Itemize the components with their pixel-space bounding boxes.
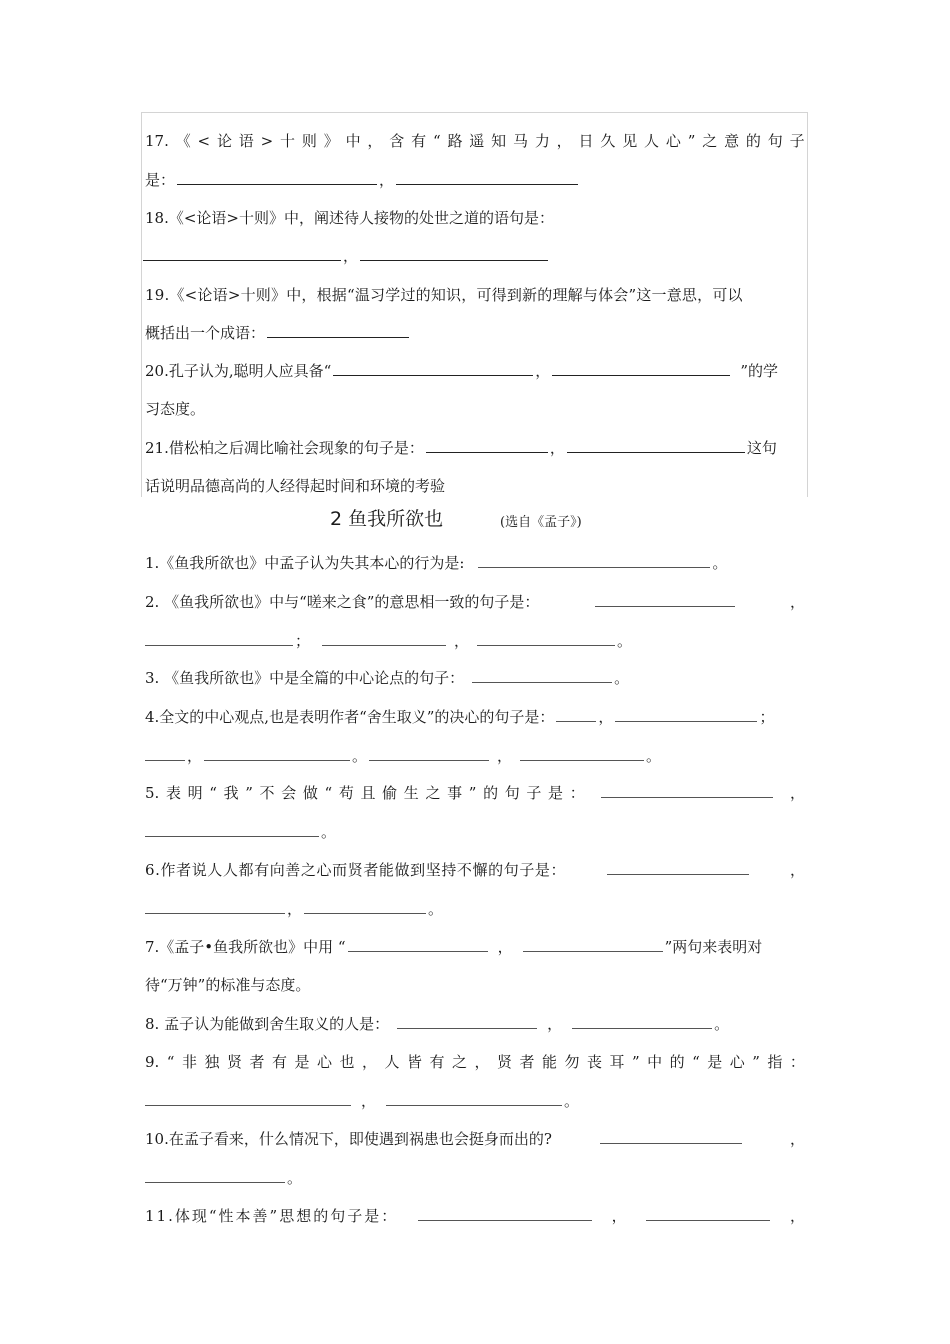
s2-q1 [145,553,727,573]
s2-q5-char: 之 [425,784,441,802]
s2-q5-char: 表 [165,784,181,802]
s2-q2-line2 [145,631,632,651]
s2-q2-text: 2. 《鱼我所欲也》中与“嗟来之食”的意思相一致的句子是： [145,593,540,611]
s2-q10-line2 [145,1168,302,1188]
s2-q4-blank-4[interactable] [204,746,350,761]
q18-sep: ， [343,247,359,265]
s2-q9-char: 有 [271,1053,287,1071]
s2-q9-char: 心 [316,1053,332,1071]
s2-q11-text: 11.体现“性本善”思想的句子是： [145,1207,399,1225]
q17-char: 句 [767,132,783,150]
q20-line2: 习态度。 [145,400,206,418]
section-title: 2 鱼我所欲也 [330,508,444,530]
s2-q5-char: 且 [360,784,376,802]
s2-q9-char: 指 [767,1053,783,1071]
s2-q10-text: 10.在孟子看来，什么情况下，即使遇到祸患也会挺身而出的? [145,1130,552,1148]
s2-q9-char: 中 [647,1053,663,1071]
q17-char: ” [687,132,696,150]
s2-q6-comma: ， [789,861,805,879]
s2-q5-blank-1[interactable] [601,783,773,798]
s2-q5-char: 生 [403,784,419,802]
q21-prefix: 21.借松柏之后凋比喻社会现象的句子是： [145,439,424,457]
q17-char: 遥 [469,132,485,150]
q17-char: 的 [745,132,761,150]
s2-q4-sep3: ， [497,747,513,765]
s2-q4-sep2: ， [187,747,203,765]
s2-q6-line2 [145,899,443,919]
s2-q9-sep: ， [361,1092,377,1110]
s2-q5-char: 会 [281,784,297,802]
s2-q4-blank-6[interactable] [520,746,644,761]
s2-q5-char: 我 [223,784,239,802]
q17-char: 之 [702,132,718,150]
s2-q4-blank-3[interactable] [145,746,185,761]
s2-q5-char: 明 [187,784,203,802]
q17-char: 语 [238,132,254,150]
s2-q3-blank[interactable] [472,668,612,683]
s2-q3 [145,668,629,688]
q17-prefix: 是： [145,171,176,189]
s2-q9-blank-1[interactable] [145,1091,351,1106]
s2-q9-char: 能 [541,1053,557,1071]
q17-char: > [260,132,274,150]
s2-q4-semi: ； [759,708,775,726]
s2-q9-char: ， [361,1053,377,1071]
s2-q5-line2 [145,822,336,842]
s2-q6-sep: ， [287,900,303,918]
q17-char: 久 [600,132,616,150]
s2-q10-comma: ， [789,1130,805,1148]
q17-char: 意 [724,132,740,150]
q17-line1 [145,131,805,151]
q17-char: 见 [622,132,638,150]
s2-q9-char: 9. [145,1053,160,1071]
s2-q5-line1 [145,783,805,803]
s2-q2-sep: ， [454,632,470,650]
s2-q9-char: 也 [339,1053,355,1071]
s2-q8-text: 8. 孟子认为能做到舍生取义的人是： [145,1015,390,1033]
q17-sep: ， [379,171,395,189]
q17-char: 》 [323,132,339,150]
q17-char: 有 [411,132,427,150]
s2-q4-line1 [145,707,774,727]
s2-q6-blank-1[interactable] [607,860,749,875]
s2-q4-blank-5[interactable] [369,746,489,761]
s2-q2-blank-2[interactable] [145,631,293,646]
s2-q9-char: “ [166,1053,175,1071]
s2-q6-end: 。 [428,900,444,918]
q21-blank-2[interactable] [567,438,745,453]
q21-line2: 话说明品德高尚的人经得起时间和环境的考验 [145,477,446,495]
s2-q5-char: 句 [504,784,520,802]
s2-q10-line1 [145,1129,805,1149]
q17-char: 人 [644,132,660,150]
q17-char: 知 [491,132,507,150]
s2-q9-end: 。 [564,1092,580,1110]
q20-blank-1[interactable] [333,361,533,376]
s2-q10-end: 。 [287,1169,303,1187]
s2-q5-char: 事 [447,784,463,802]
s2-q6-blank-3[interactable] [304,899,426,914]
s2-q5-comma: ， [789,784,805,802]
s2-q3-text: 3. 《鱼我所欲也》中是全篇的中心论点的句子： [145,669,465,687]
s2-q9-char: 者 [249,1053,265,1071]
s2-q6-line1 [145,860,805,880]
s2-q9-char: ： [789,1053,805,1071]
s2-q10-blank-1[interactable] [600,1129,742,1144]
s2-q5-text [145,783,585,803]
q17-char: ， [556,132,572,150]
q18-blank-1[interactable] [143,246,341,261]
s2-q4-blank-1[interactable] [556,707,596,722]
s2-q9-char: 独 [204,1053,220,1071]
s2-q11-blank-1[interactable] [418,1206,592,1221]
s2-q5-char: “ [324,784,333,802]
s2-q7-line2: 待“万钟”的标准与态度。 [145,976,311,994]
q20-suffix: ”的学 [740,362,778,380]
q17-char: 路 [447,132,463,150]
s2-q5-char: 做 [302,784,318,802]
s2-q7-suffix: ”两句来表明对 [664,938,763,956]
s2-q5-char: 偷 [382,784,398,802]
s2-q7-sep: ， [497,938,513,956]
q17-blank-2[interactable] [396,170,578,185]
s2-q8-blank-1[interactable] [397,1014,537,1029]
q17-char: 论 [216,132,232,150]
q19-line1: 19.《<论语>十则》中，根据“温习学过的知识，可得到新的理解与体会”这一意思，可以 [145,286,743,304]
s2-q2-blank-1[interactable] [595,592,735,607]
s2-q9-char: 丧 [586,1053,602,1071]
s2-q9-char: “ [692,1053,700,1071]
s2-q4-line2 [145,746,661,766]
section-subtitle: (选自《孟子》) [500,515,582,530]
q17-char: 含 [389,132,405,150]
s2-q9-char: 勿 [564,1053,580,1071]
s2-q1-end: 。 [712,554,728,572]
s2-q5-char: 不 [259,784,275,802]
s2-q5-blank-2[interactable] [145,822,319,837]
s2-q4-period: 。 [352,747,368,765]
s2-q4-sep: ， [598,708,614,726]
s2-q4-text: 4.全文的中心观点,也是表明作者“舍生取义”的决心的句子是： [145,708,555,726]
q17-char: 马 [512,132,528,150]
s2-q7-line1 [145,937,762,957]
q20-line1 [145,361,778,381]
s2-q9-char: 人 [384,1053,400,1071]
s2-q4-blank-2[interactable] [615,707,757,722]
q17-char: 《 [175,132,191,150]
s2-q9-char: 是 [707,1053,723,1071]
q20-blank-2[interactable] [552,361,730,376]
q17-char: 十 [280,132,296,150]
s2-q11-sep: ， [611,1207,627,1225]
s2-q1-blank[interactable] [478,553,710,568]
q17-char: ， [367,132,383,150]
s2-q9-char: ” [631,1053,640,1071]
s2-q9-char: 贤 [496,1053,512,1071]
s2-q6-blank-2[interactable] [145,899,285,914]
s2-q9-char: 非 [181,1053,197,1071]
q17-char: 中 [345,132,361,150]
s2-q9-char: 是 [294,1053,310,1071]
s2-q9-char: ， [474,1053,490,1071]
q21-suffix: 这句 [746,439,777,457]
s2-q6-text: 6.作者说人人都有向善之心而贤者能做到坚持不懈的句子是： [145,861,567,879]
s2-q7-blank-2[interactable] [523,937,663,952]
s2-q4-end: 。 [646,747,662,765]
q17-char: 心 [665,132,681,150]
q18-line2 [143,246,550,266]
q17-blank-1[interactable] [177,170,377,185]
s2-q7-prefix: 7.《孟子•鱼我所欲也》中用 “ [145,938,346,956]
s2-q9-char: 之 [451,1053,467,1071]
s2-q2-end: 。 [617,632,633,650]
s2-q9-char: 耳 [609,1053,625,1071]
q17-line2 [145,170,580,190]
s2-q11-blank-2[interactable] [646,1206,770,1221]
s2-q5-char: ” [468,784,477,802]
s2-q8-sep: ， [547,1015,563,1033]
s2-q9-char: 皆 [406,1053,422,1071]
s2-q8 [145,1014,729,1034]
q17-char: 日 [578,132,594,150]
q19-prefix: 概括出一个成语： [145,324,266,342]
s2-q1-text: 1.《鱼我所欲也》中孟子认为失其本心的行为是: [145,554,465,572]
s2-q8-blank-2[interactable] [572,1014,712,1029]
s2-q8-end: 。 [714,1015,730,1033]
s2-q11-comma: ， [789,1207,805,1225]
s2-q5-end: 。 [321,823,337,841]
q18-line1: 18.《<论语>十则》中，阐述待人接物的处世之道的语句是： [145,209,554,227]
s2-q5-char: 的 [483,784,499,802]
s2-q5-char: 是 [548,784,564,802]
s2-q9-char: 者 [519,1053,535,1071]
s2-q3-end: 。 [614,669,630,687]
s2-q5-char: 5. [145,784,160,802]
q17-char: < [197,132,211,150]
q17-char: 子 [789,132,805,150]
q20-sep: ， [535,362,551,380]
s2-q5-char: “ [209,784,217,802]
s2-q5-char: ： [569,784,585,802]
s2-q9-char: 心 [729,1053,745,1071]
q19-blank[interactable] [267,323,409,338]
q21-sep: ， [549,439,565,457]
q18-blank-2[interactable] [360,246,548,261]
s2-q5-char: 子 [526,784,542,802]
s2-q5-char: ” [245,784,253,802]
s2-q2-blank-3[interactable] [322,631,446,646]
s2-q9-blank-2[interactable] [386,1091,562,1106]
s2-q9-char: 有 [429,1053,445,1071]
q17-char: 17. [145,132,169,150]
s2-q9-line1 [145,1052,805,1072]
s2-q10-blank-2[interactable] [145,1168,285,1183]
q21-line1 [145,438,777,458]
q17-char: “ [432,132,441,150]
s2-q5-char: 苟 [338,784,354,802]
s2-q11-line1 [145,1206,805,1226]
q21-blank-1[interactable] [426,438,548,453]
s2-q2-comma: ， [789,593,805,611]
q17-char: 力 [534,132,550,150]
q19-line2 [145,323,411,343]
s2-q9-char: 的 [669,1053,685,1071]
s2-q2-semi: ； [295,632,311,650]
q20-prefix: 20.孔子认为,聪明人应具备“ [145,362,332,380]
q17-char: 则 [301,132,317,150]
s2-q9-char: 贤 [226,1053,242,1071]
s2-q7-blank-1[interactable] [348,937,488,952]
s2-q2-blank-4[interactable] [477,631,615,646]
s2-q9-line2 [145,1091,579,1111]
s2-q2-line1 [145,592,805,612]
s2-q9-char: ” [752,1053,760,1071]
